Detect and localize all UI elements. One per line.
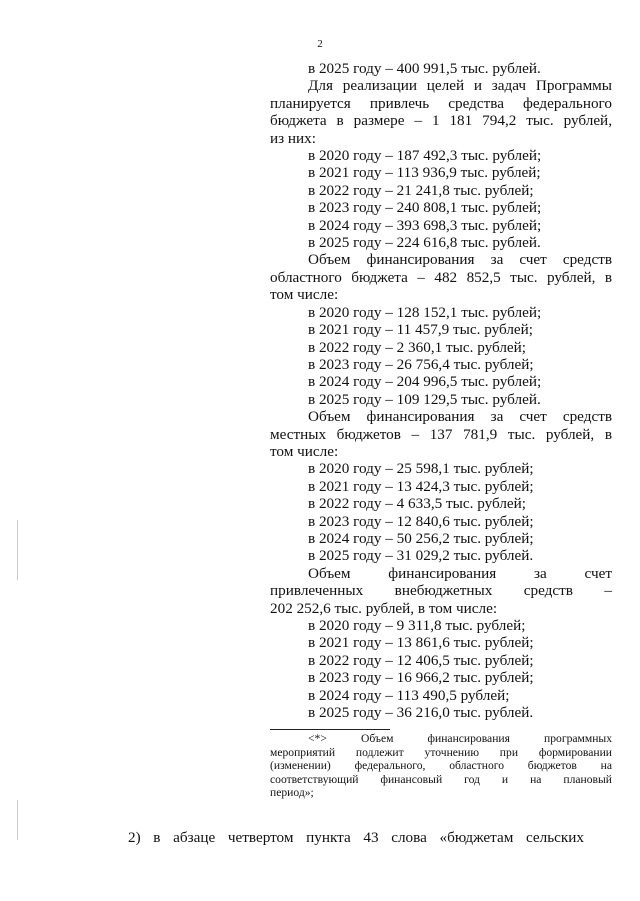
text-line: в 2025 году – 36 216,0 тыс. рублей. <box>308 704 534 722</box>
text-line: в 2021 году – 11 457,9 тыс. рублей; <box>308 321 534 339</box>
text-line: в 2025 году – 31 029,2 тыс. рублей. <box>308 547 534 565</box>
text-line: Объем финансирования за счет средств <box>308 408 612 426</box>
text-line: в 2024 году – 50 256,2 тыс. рублей; <box>308 529 534 547</box>
text-line: в 2023 году – 12 840,6 тыс. рублей; <box>308 512 534 530</box>
text-line: в 2024 году – 393 698,3 тыс. рублей; <box>308 216 542 234</box>
text-line: в 2022 году – 4 633,5 тыс. рублей; <box>308 495 526 513</box>
footnote-line: <*> Объем финансирования программных <box>308 732 612 745</box>
text-line: в 2023 году – 16 966,2 тыс. рублей; <box>308 669 534 687</box>
text-line: в 2022 году – 2 360,1 тыс. рублей; <box>308 338 526 356</box>
text-line: бюджета в размере – 1 181 794,2 тыс. рублей, <box>270 112 612 130</box>
text-line: в 2020 году – 128 152,1 тыс. рублей; <box>308 303 542 321</box>
text-line: в 2025 году – 109 129,5 тыс. рублей. <box>308 390 541 408</box>
text-line: из них: <box>270 129 316 147</box>
text-line: в 2023 году – 240 808,1 тыс. рублей; <box>308 199 542 217</box>
text-line: в 2025 году – 400 991,5 тыс. рублей. <box>308 60 541 77</box>
page-number: 2 <box>317 38 323 50</box>
text-line: в 2020 году – 25 598,1 тыс. рублей; <box>308 460 534 478</box>
text-line: в 2025 году – 224 616,8 тыс. рублей. <box>308 234 541 252</box>
text-line: в 2020 году – 187 492,3 тыс. рублей; <box>308 147 542 165</box>
text-line: в 2024 году – 113 490,5 рублей; <box>308 686 510 704</box>
scan-edge-mark <box>17 800 18 840</box>
text-line: Объем финансирования за счет <box>308 564 612 582</box>
text-line: в 2023 году – 26 756,4 тыс. рублей; <box>308 355 534 373</box>
footnote-line: мероприятий подлежит уточнению при формировании <box>270 745 612 759</box>
text-line: в 2022 году – 12 406,5 тыс. рублей; <box>308 651 534 669</box>
scan-edge-mark <box>17 520 18 580</box>
text-line: в 2021 году – 113 936,9 тыс. рублей; <box>308 164 541 182</box>
footnote-line: (изменении) федерального, областного бюджетов на <box>270 759 612 773</box>
amendment-paragraph: 2) в абзаце четвертом пункта 43 слова «бюджетам сельских <box>128 829 584 846</box>
footnote-separator <box>270 729 390 730</box>
text-line: в 2022 году – 21 241,8 тыс. рублей; <box>308 181 534 199</box>
footnote-line: период»; <box>270 786 314 800</box>
text-line: в 2021 году – 13 861,6 тыс. рублей; <box>308 634 534 652</box>
text-line: Для реализации целей и задач Программы <box>308 77 612 95</box>
footnote-block <box>270 732 612 800</box>
text-line: в 2024 году – 204 996,5 тыс. рублей; <box>308 373 542 391</box>
text-line: в 2020 году – 9 311,8 тыс. рублей; <box>308 617 526 634</box>
text-line: местных бюджетов – 137 781,9 тыс. рублей, в <box>270 425 612 443</box>
text-line: планируется привлечь средства федерального <box>270 94 612 112</box>
text-line: том числе: <box>270 442 339 460</box>
text-line: Объем финансирования за счет средств <box>308 251 612 269</box>
footnote-line: соответствующий финансовый год и на плановый <box>270 772 612 786</box>
text-line: областного бюджета – 482 852,5 тыс. рублей, в <box>270 268 612 286</box>
text-line: в 2021 году – 13 424,3 тыс. рублей; <box>308 477 534 495</box>
text-line: том числе: <box>270 286 339 304</box>
text-line: 202 252,6 тыс. рублей, в том числе: <box>270 599 498 617</box>
financing-text-block <box>270 60 612 721</box>
text-line: привлеченных внебюджетных средств – <box>270 582 612 600</box>
